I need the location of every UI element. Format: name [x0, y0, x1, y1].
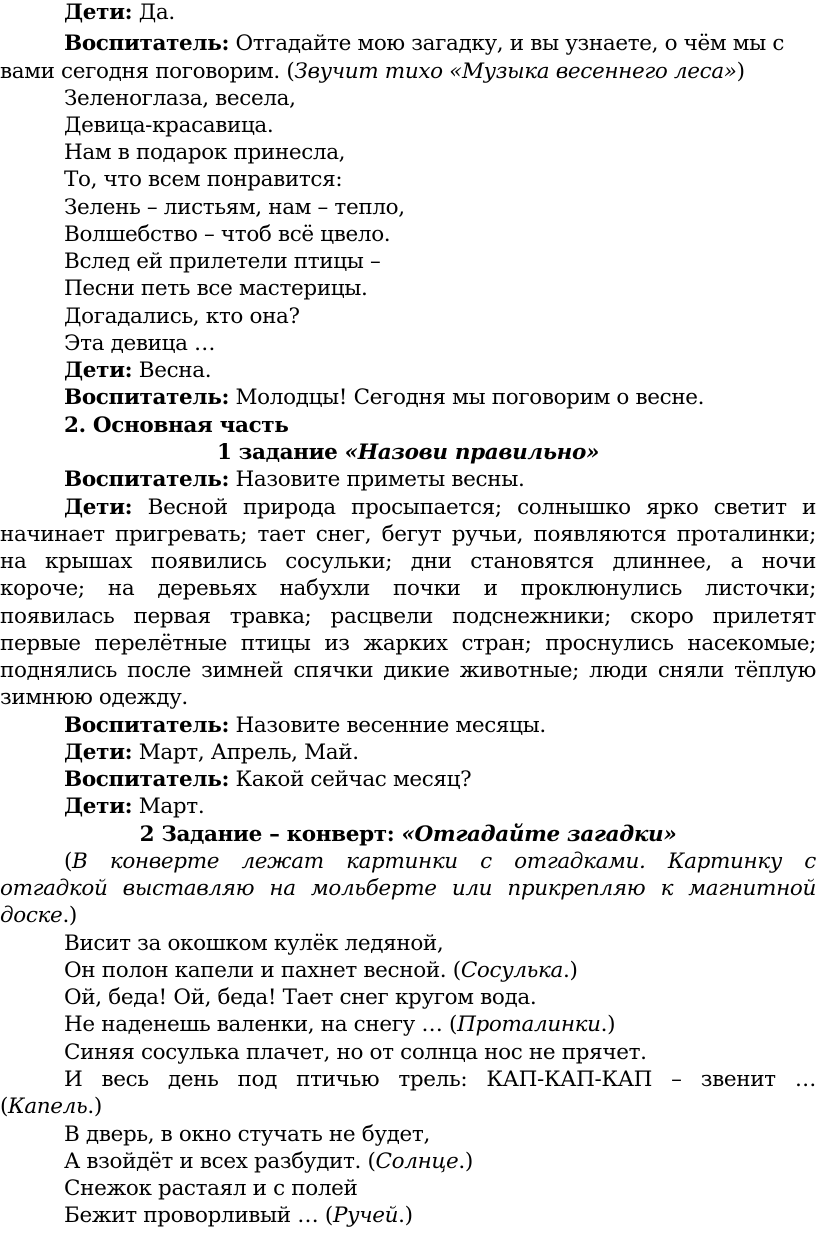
dialog-line: Дети: Март, Апрель, Май. [64, 740, 359, 765]
speaker-label: Воспитатель: [64, 713, 230, 738]
riddle-line: И весь день под птичью трель: КАП-КАП-КАП – звенит … [64, 1067, 816, 1092]
answer-paragraph-line: начинает пригревать; тает снег, бегут ручьи, появляются проталинки; [0, 522, 816, 547]
dialog-line: Воспитатель: Назовите приметы весны. [64, 467, 525, 492]
riddle-line: А взойдёт и всех разбудит. (Солнце.) [64, 1149, 473, 1174]
speaker-label: Дети: [64, 358, 133, 383]
riddle-line: Не наденешь валенки, на снегу … (Проталинки.) [64, 1012, 616, 1037]
dialog-line: Дети: Весна. [64, 358, 212, 383]
dialog-line: Воспитатель: Молодцы! Сегодня мы поговорим о весне. [64, 385, 705, 410]
section-heading: 2. Основная часть [64, 413, 289, 438]
answer-paragraph-line: появилась первая травка; расцвели подснежники; скоро прилетят [0, 604, 816, 629]
answer-paragraph-line: зимнюю одежду. [0, 685, 188, 710]
riddle-answer: Солнце [375, 1149, 459, 1174]
answer-paragraph-line: короче; на деревьях набухли почки и проклюнулись листочки; [0, 576, 816, 601]
dialog-line: Воспитатель: Отгадайте мою загадку, и вы узнаете, о чём мы с [64, 31, 785, 56]
riddle-line: Волшебство – чтоб всё цвело. [64, 222, 391, 247]
riddle-answer: Ручей [332, 1203, 399, 1228]
dialog-line: Дети: Да. [64, 0, 175, 25]
dialog-line: Дети: Март. [64, 794, 205, 819]
riddle-answer: Капель [8, 1094, 88, 1119]
task-heading: 2 Задание – конверт: «Отгадайте загадки» [139, 822, 677, 847]
riddle-line: То, что всем понравится: [64, 167, 343, 192]
riddle-line: Песни петь все мастерицы. [64, 276, 368, 301]
riddle-line: Эта девица … [64, 331, 216, 356]
dialog-line: Воспитатель: Какой сейчас месяц? [64, 767, 472, 792]
stage-note-line: отгадкой выставляю на мольберте или прикрепляю к магнитной [0, 876, 816, 901]
speaker-label: Дети: [64, 0, 133, 25]
riddle-line: Он полон капели и пахнет весной. (Сосулька.) [64, 958, 578, 983]
riddle-line: Снежок растаял и с полей [64, 1176, 358, 1201]
speaker-label: Воспитатель: [64, 467, 230, 492]
riddle-line: Догадались, кто она? [64, 304, 300, 329]
riddle-line: Вслед ей прилетели птицы – [64, 249, 381, 274]
riddle-line: (Капель.) [0, 1094, 102, 1119]
riddle-line: Синяя сосулька плачет, но от солнца нос не прячет. [64, 1040, 647, 1065]
speaker-label: Воспитатель: [64, 385, 230, 410]
riddle-answer: Проталинки [457, 1012, 601, 1037]
riddle-line: Девица-красавица. [64, 113, 274, 138]
answer-paragraph-line: поднялись после зимней спячки дикие животные; люди сняли тёплую [0, 658, 816, 683]
stage-note-line: доске.) [0, 903, 77, 928]
speaker-label: Воспитатель: [64, 767, 230, 792]
speaker-label: Воспитатель: [64, 31, 230, 56]
task-heading: 1 задание «Назови правильно» [216, 440, 600, 465]
dialog-line: Воспитатель: Назовите весенние месяцы. [64, 713, 546, 738]
riddle-line: Нам в подарок принесла, [64, 140, 346, 165]
speaker-label: Дети: [64, 740, 133, 765]
speaker-label: Дети: [64, 495, 133, 520]
answer-paragraph-line: Дети: Весной природа просыпается; солнышко ярко светит и [64, 495, 816, 520]
riddle-line: Зеленоглаза, весела, [64, 86, 296, 111]
answer-paragraph-line: первые перелётные птицы из жарких стран; проснулись насекомые; [0, 631, 816, 656]
riddle-line: Висит за окошком кулёк ледяной, [64, 931, 444, 956]
riddle-line: Бежит проворливый … (Ручей.) [64, 1203, 413, 1228]
stage-note-line: (В конверте лежат картинки с отгадками. Картинку с [64, 849, 816, 874]
riddle-line: Ой, беда! Ой, беда! Тает снег кругом вода. [64, 985, 537, 1010]
dialog-line-continued: вами сегодня поговорим. (Звучит тихо «Музыка весеннего леса») [0, 59, 745, 84]
riddle-line: В дверь, в окно стучать не будет, [64, 1122, 430, 1147]
riddle-line: Зелень – листьям, нам – тепло, [64, 195, 405, 220]
speaker-label: Дети: [64, 794, 133, 819]
riddle-answer: Сосулька [460, 958, 563, 983]
answer-paragraph-line: на крышах появились сосульки; дни становятся длиннее, а ночи [0, 549, 816, 574]
